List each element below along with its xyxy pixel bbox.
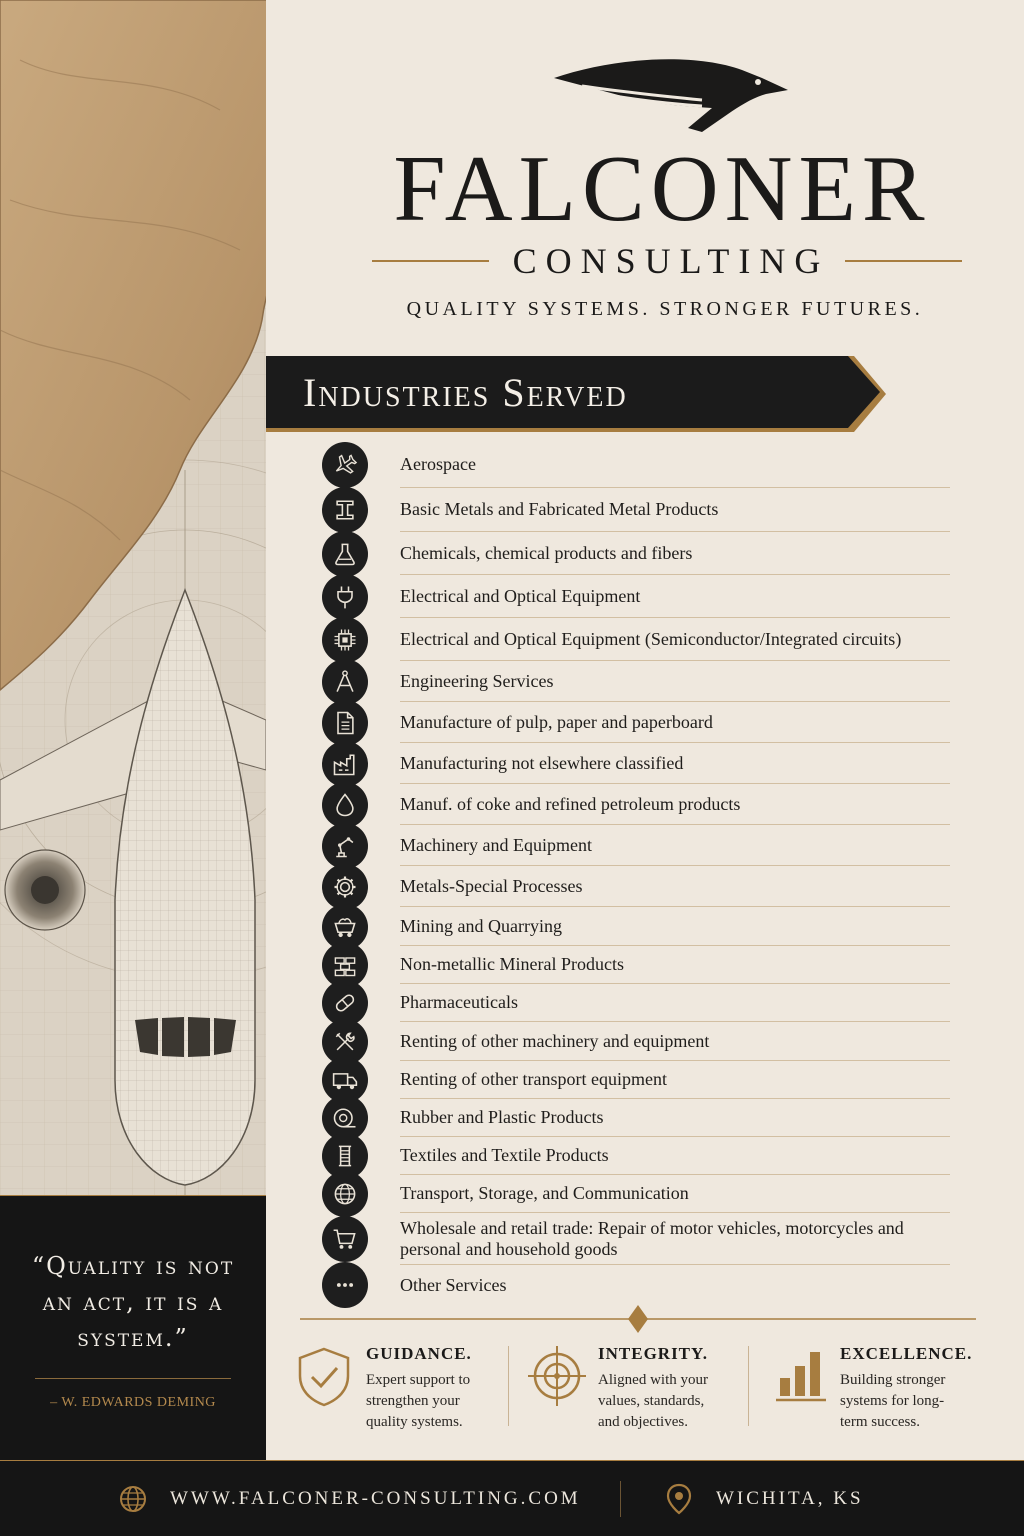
value-separator xyxy=(508,1346,509,1426)
chip-icon xyxy=(322,617,368,663)
value-title: EXCELLENCE. xyxy=(840,1344,973,1363)
footer xyxy=(0,1460,1024,1536)
industry-label: Manufacture of pulp, paper and paperboard xyxy=(400,702,950,743)
industry-label: Rubber and Plastic Products xyxy=(400,1099,950,1137)
industry-item xyxy=(322,1137,950,1175)
industry-label: Renting of other machinery and equipment xyxy=(400,1022,950,1061)
brand-subtitle: CONSULTING xyxy=(512,241,830,281)
industry-label: Basic Metals and Fabricated Metal Products xyxy=(400,488,950,532)
industry-label: Textiles and Textile Products xyxy=(400,1137,950,1175)
target-icon xyxy=(528,1344,586,1408)
oil-drop-icon xyxy=(322,782,368,828)
industry-label: Transport, Storage, and Communication xyxy=(400,1175,950,1213)
industry-item xyxy=(322,743,950,784)
industry-item xyxy=(322,488,950,532)
footer-website[interactable] xyxy=(118,1461,581,1536)
industry-item xyxy=(322,907,950,946)
hero-artwork xyxy=(0,0,266,1195)
industry-item xyxy=(322,1061,950,1099)
industry-label: Mining and Quarrying xyxy=(400,907,950,946)
ornament-divider xyxy=(300,1304,976,1334)
location-pin-icon xyxy=(666,1483,692,1515)
quote-divider xyxy=(35,1378,231,1379)
values-section xyxy=(296,1344,996,1434)
industry-label: Electrical and Optical Equipment (Semiconductor/Integrated circuits) xyxy=(400,618,950,661)
ellipsis-icon xyxy=(322,1262,368,1308)
steel-beam-icon xyxy=(322,487,368,533)
value-description: Building stronger systems for long-term success. xyxy=(840,1372,946,1430)
industry-label: Wholesale and retail trade: Repair of motor vehicles, motorcycles and personal and household goods xyxy=(400,1213,950,1265)
robot-arm-icon xyxy=(322,823,368,869)
industry-label: Electrical and Optical Equipment xyxy=(400,575,950,618)
industry-label: Pharmaceuticals xyxy=(400,984,950,1022)
value-description: Expert support to strengthen your quality systems. xyxy=(366,1372,471,1430)
industry-label: Manufacturing not elsewhere classified xyxy=(400,743,950,784)
industry-label: Manuf. of coke and refined petroleum products xyxy=(400,784,950,825)
industry-item xyxy=(322,1265,950,1305)
industry-item xyxy=(322,1175,950,1213)
value-description: Aligned with your values, standards, and objectives. xyxy=(598,1372,708,1430)
industry-label: Aerospace xyxy=(400,442,950,488)
tagline: QUALITY SYSTEMS. STRONGER FUTURES. xyxy=(406,298,924,320)
value-title: GUIDANCE. xyxy=(366,1344,472,1363)
shield-check-icon xyxy=(296,1346,352,1408)
industry-label: Engineering Services xyxy=(400,661,950,702)
quote-author: – W. EDWARDS DEMING xyxy=(50,1395,216,1410)
footer-location xyxy=(666,1461,864,1536)
cart-icon xyxy=(322,1216,368,1262)
industry-item xyxy=(322,618,950,661)
subtitle-rule-right xyxy=(845,260,962,262)
factory-icon xyxy=(322,741,368,787)
brand-name: FALCONER xyxy=(393,137,931,241)
airplane-blueprint-illustration xyxy=(0,0,266,1195)
flask-icon xyxy=(322,531,368,577)
industry-item xyxy=(322,575,950,618)
value-separator xyxy=(748,1346,749,1426)
falcon-logo-icon xyxy=(552,48,796,136)
paper-icon xyxy=(322,700,368,746)
industry-label: Renting of other transport equipment xyxy=(400,1061,950,1099)
globe-icon xyxy=(118,1484,148,1514)
bar-chart-icon xyxy=(774,1348,828,1404)
footer-separator xyxy=(620,1481,621,1517)
industry-item xyxy=(322,702,950,743)
airplane-icon xyxy=(322,442,368,488)
subtitle-rule-left xyxy=(372,260,489,262)
industry-item xyxy=(322,984,950,1022)
industry-item xyxy=(322,784,950,825)
plug-icon xyxy=(322,574,368,620)
industry-label: Non-metallic Mineral Products xyxy=(400,946,950,984)
industry-item xyxy=(322,532,950,575)
location-text: WICHITA, KS xyxy=(716,1488,864,1509)
website-link[interactable]: WWW.FALCONER-CONSULTING.COM xyxy=(170,1488,581,1509)
industry-item xyxy=(322,946,950,984)
section-title: Industries Served xyxy=(303,370,628,415)
brand-subtitle-row xyxy=(372,240,962,282)
industry-label: Machinery and Equipment xyxy=(400,825,950,866)
industry-item xyxy=(322,1213,950,1265)
quote-block xyxy=(0,1195,266,1460)
industry-item xyxy=(322,661,950,702)
gear-icon xyxy=(322,864,368,910)
value-title: INTEGRITY. xyxy=(598,1344,708,1363)
industry-label: Metals-Special Processes xyxy=(400,866,950,907)
industry-list xyxy=(322,442,950,1305)
globe-icon xyxy=(322,1171,368,1217)
industry-item xyxy=(322,825,950,866)
industry-item xyxy=(322,442,950,488)
industry-item xyxy=(322,1099,950,1137)
industry-label: Other Services xyxy=(400,1274,507,1295)
compass-icon xyxy=(322,659,368,705)
industry-label: Chemicals, chemical products and fibers xyxy=(400,532,950,575)
quote-text: “Quality is not an act, it is a system.” xyxy=(31,1252,235,1352)
industry-item xyxy=(322,866,950,907)
industry-item xyxy=(322,1022,950,1061)
